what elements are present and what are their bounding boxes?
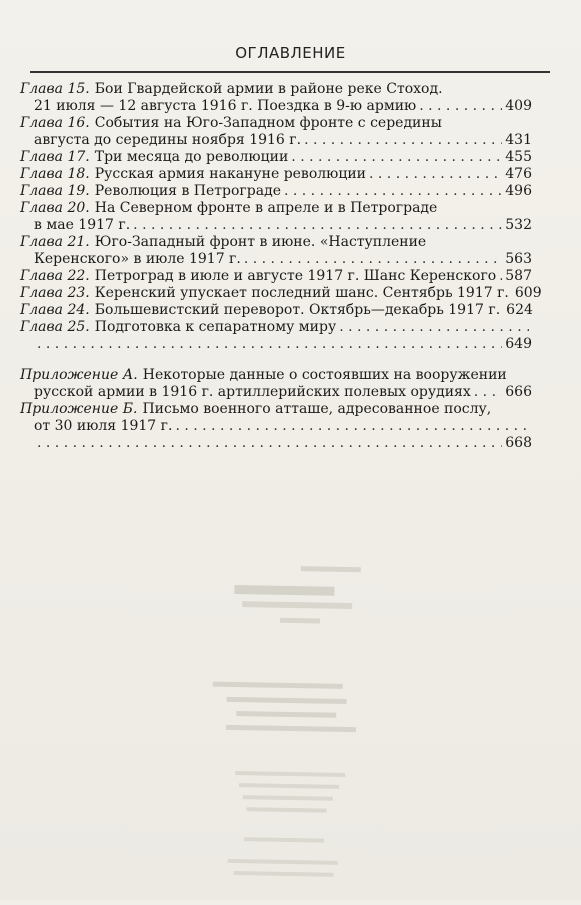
page-number: 666 [505,384,532,400]
toc-entry-ch25[interactable] [20,318,532,352]
chapter-label: Глава 16. [20,115,90,131]
toc-entry-ch18[interactable] [20,165,532,182]
leader-dots [304,131,502,149]
appendix-title-line: от 30 июля 1917 г. [34,418,173,434]
heading-rule [30,71,550,73]
appendix-title-line: Письмо военного атташе, адресованное послу, [142,401,492,417]
toc-entry-ch19[interactable] [20,182,532,199]
chapter-title-line: Керенский упускает последний шанс. Сентябрь 1917 г. [94,285,509,301]
chapter-label: Глава 19. [20,183,90,199]
chapter-title-line: Русская армия накануне революции [94,166,366,182]
chapter-label: Глава 17. [20,149,90,165]
section-gap [20,352,532,366]
leader-dots [499,267,502,285]
chapter-label: Глава 15. [20,81,90,97]
chapter-title-line: в мае 1917 г. [34,217,131,233]
chapter-title-line: Большевистский переворот. Октябрь—декабрь 1917 г. [94,302,501,318]
leader-dots [474,383,503,401]
page-number: 532 [505,217,532,233]
appendix-title-line: русской армии в 1916 г. артиллерийских полевых орудиях [34,384,471,400]
toc-entry-ch24[interactable] [20,301,532,318]
table-of-contents [20,80,542,451]
toc-entry-ch20[interactable] [20,199,532,233]
leader-dots [244,250,502,268]
page-title: ОГЛАВЛЕНИЕ [235,44,346,62]
chapter-title-line: Подготовка к сепаратному миру [94,319,337,335]
toc-entry-ch17[interactable] [20,148,532,165]
page-number: 431 [505,132,532,148]
leader-dots [37,434,502,452]
appendix-title-line: Некоторые данные о состоявших на вооружении [142,367,507,383]
chapter-title-line: 21 июля — 12 августа 1916 г. Поездка в 9-ю армию [34,98,417,114]
chapter-title-line: Керенского» в июле 1917 г. [34,251,241,267]
toc-entry-ch23[interactable] [20,284,542,301]
toc-entry-ch21[interactable] [20,233,532,267]
leader-dots [369,165,502,183]
leader-dots [37,335,502,353]
toc-entry-appendix-a[interactable] [20,366,532,400]
chapter-label: Глава 23. [20,285,90,301]
chapter-label: Глава 24. [20,302,90,318]
chapter-title-line: Петроград в июле и августе 1917 г. Шанс Керенского [94,268,497,284]
page-number: 668 [505,435,532,451]
page-number: 624 [506,302,533,318]
show-through-imprint [0,555,581,905]
toc-entry-ch22[interactable] [20,267,532,284]
page-number: 609 [514,285,542,301]
leader-dots [419,97,502,115]
chapter-label: Глава 20. [20,200,90,216]
page-number: 476 [505,166,532,182]
chapter-title-line: События на Юго-Западном фронте с середины [94,115,442,131]
chapter-label: Глава 18. [20,166,90,182]
page-number: 587 [505,268,532,284]
toc-entry-ch16[interactable] [20,114,532,148]
chapter-title-line: Бои Гвардейской армии в районе реке Стоход. [94,81,443,97]
page-number: 409 [505,98,532,114]
chapter-title-line: Революция в Петрограде [94,183,281,199]
appendix-label: Приложение Б. [20,401,138,417]
toc-entry-appendix-b[interactable] [20,400,532,451]
chapter-label: Глава 22. [20,268,90,284]
leader-dots [284,182,502,200]
leader-dots [133,216,502,234]
chapter-label: Глава 21. [20,234,90,250]
chapter-title-line: августа до середины ноября 1916 г. [34,132,302,148]
leader-dots [291,148,502,166]
toc-entry-ch15[interactable] [20,80,532,114]
page-number: 455 [505,149,532,165]
chapter-label: Глава 25. [20,319,90,335]
page-number: 649 [505,336,532,352]
page-number: 563 [505,251,532,267]
chapter-title-line: Юго-Западный фронт в июне. «Наступление [94,234,427,250]
chapter-title-line: Три месяца до революции [94,149,289,165]
appendix-label: Приложение А. [20,367,138,383]
leader-dots [339,318,529,336]
leader-dots [175,417,529,435]
page-number: 496 [505,183,532,199]
chapter-title-line: На Северном фронте в апреле и в Петрограде [94,200,438,216]
